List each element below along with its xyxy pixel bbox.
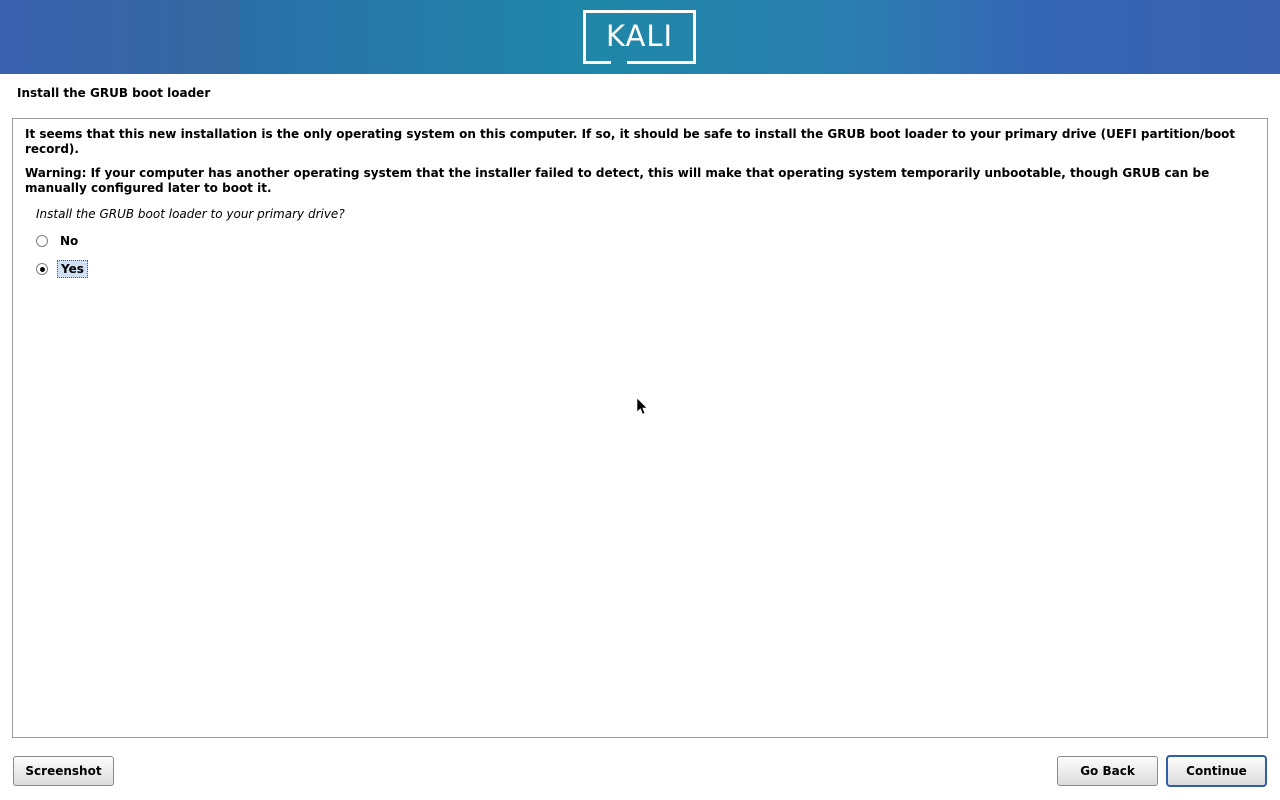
screenshot-button[interactable]: Screenshot — [13, 756, 114, 786]
go-back-button[interactable]: Go Back — [1057, 756, 1158, 786]
kali-banner — [0, 0, 1280, 74]
question-label: Install the GRUB boot loader to your primary drive? — [36, 207, 345, 221]
radio-yes-label[interactable]: Yes — [57, 260, 88, 278]
kali-logo-text: KALI — [605, 18, 674, 53]
radio-no-label[interactable]: No — [60, 234, 79, 248]
grub-install-radio-group — [36, 231, 1255, 279]
radio-option-yes[interactable] — [36, 259, 1255, 279]
radio-no-indicator[interactable] — [36, 235, 48, 247]
info-paragraph: It seems that this new installation is the only operating system on this computer. If so, it should be safe to install the GRUB boot loader to your primary drive (UEFI partition/boot record). — [25, 127, 1236, 156]
banner-right-gradient — [1038, 0, 1280, 74]
kali-logo-notch — [611, 61, 627, 66]
kali-logo — [583, 10, 696, 64]
installer-content-panel — [12, 118, 1268, 738]
warning-paragraph: Warning: If your computer has another operating system that the installer failed to detect, this will make that operating system temporarily unbootable, though GRUB can be manually configured later to boot it. — [25, 166, 1210, 195]
banner-left-gradient — [0, 0, 241, 74]
page-title: Install the GRUB boot loader — [17, 86, 211, 100]
continue-button[interactable]: Continue — [1166, 755, 1267, 787]
radio-option-no[interactable] — [36, 231, 1255, 251]
radio-yes-indicator[interactable] — [36, 263, 48, 275]
